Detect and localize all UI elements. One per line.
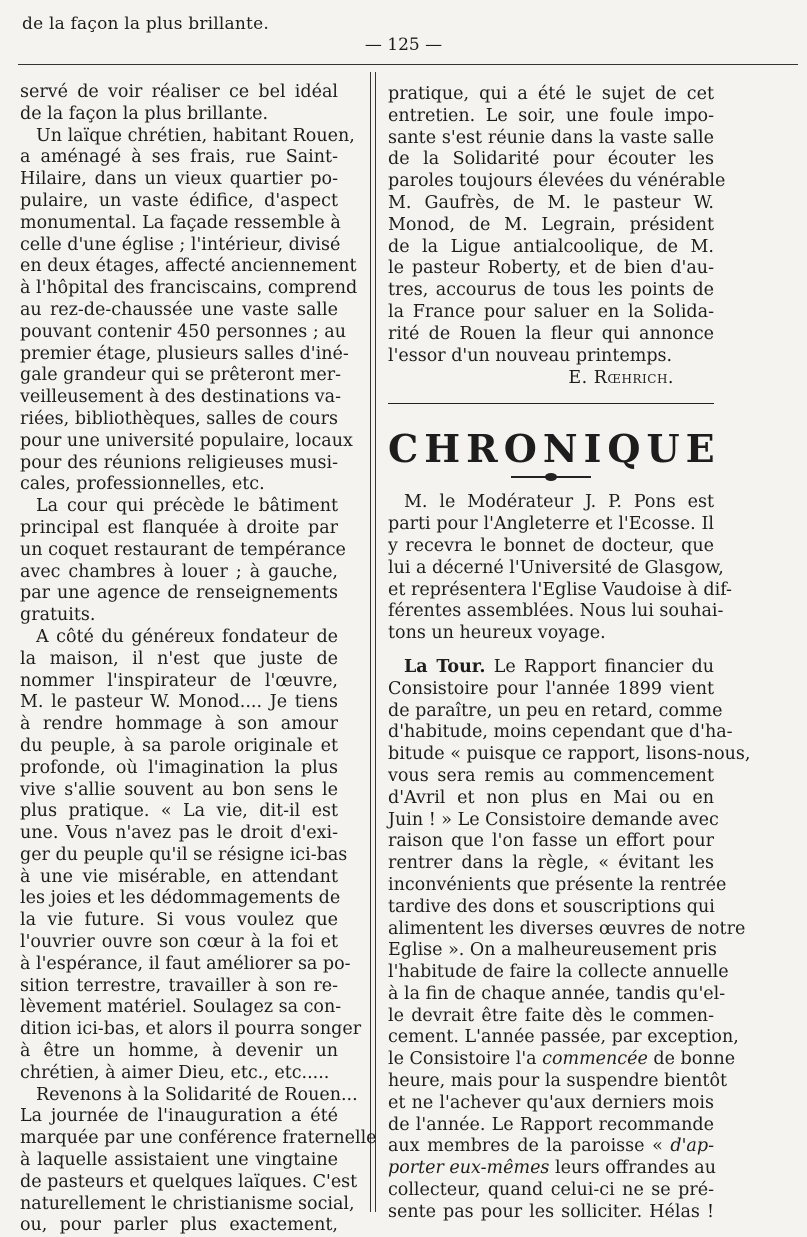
text-line: Hilaire, dans un vieux quartier po- [20, 169, 338, 190]
text-line: premier étage, plusieurs salles d'iné- [20, 343, 349, 364]
right-column [388, 84, 751, 1224]
text-line: Un laïque chrétien, habitant Rouen, [36, 125, 355, 146]
text-line: la France pour saluer en la Solida- [388, 301, 714, 322]
text-line: lèvement matériel. Soulagez sa con- [20, 997, 342, 1018]
text-line: et ne l'achever qu'aux derniers mois [388, 1092, 714, 1113]
text-line: le devrait être faite dès le commen- [388, 1005, 714, 1026]
text-line: cement. L'année passée, par exception, [388, 1027, 739, 1048]
text-line: pouvant contenir 450 personnes ; au [20, 321, 346, 342]
text-line: Consistoire pour l'année 1899 vient [388, 678, 714, 699]
text-line: la vie future. Si vous voulez que [20, 910, 338, 931]
text-line: marquée par une conférence fraternelle [20, 1128, 377, 1149]
text-line: pratique, qui a été le sujet de cet [388, 84, 714, 104]
text-line: parti pour l'Angleterre et l'Ecosse. Il [388, 514, 714, 535]
text-line: a aménagé à ses frais, rue Saint- [20, 147, 338, 168]
text-line: à une vie misérable, en attendant [20, 866, 338, 887]
section-rule [388, 403, 714, 404]
text-line: de la Solidarité pour écouter les [388, 149, 714, 170]
text-line: d'habitude, moins cependant que d'ha- [388, 722, 733, 743]
text-line: l'habitude de faire la collecte annuelle [388, 962, 729, 983]
top-fragment-line: de la façon la plus brillante. [22, 14, 269, 34]
text-fragment: le Consistoire l'a [388, 1049, 537, 1070]
ornament-divider [511, 476, 591, 478]
text-line: celle d'une église ; l'intérieur, divisé [20, 234, 341, 255]
text-line: cales, professionnelles, etc. [20, 474, 265, 495]
text-line: servé de voir réaliser ce bel idéal [20, 82, 338, 102]
text-line: de paraître, un peu en retard, comme [388, 700, 723, 721]
text-line: Eglise ». On a malheureusement pris [388, 940, 717, 961]
text-line: M. le pasteur W. Monod.... Je tiens [20, 692, 338, 713]
text-line: du peuple, à sa parole originale et [20, 735, 338, 756]
text-line: sente pas pour les solliciter. Hélas ! [388, 1201, 714, 1222]
text-line: La cour qui précède le bâtiment [36, 496, 338, 517]
italic-word: d'ap- [670, 1136, 714, 1157]
author-signature [388, 367, 714, 389]
paragraph-gap [388, 645, 714, 657]
text-line: tardive des dons et souscriptions qui [388, 896, 715, 917]
text-line: à rendre hommage à son amour [20, 714, 338, 735]
text-line: au rez-de-chaussée une vaste salle [20, 299, 338, 320]
text-line: A côté du généreux fondateur de [36, 626, 338, 647]
text-line: bitude « puisque ce rapport, lisons-nous, [388, 744, 751, 765]
text-line: un coquet restaurant de tempérance [20, 539, 346, 560]
text-line: vous sera remis au commencement [388, 765, 714, 786]
text-line: le pasteur Roberty, et de bien d'au- [388, 258, 714, 279]
text-line [388, 657, 714, 679]
text-line: tons un heureux voyage. [388, 623, 606, 644]
text-line: et représentera l'Eglise Vaudoise à dif- [388, 579, 732, 600]
text-line: principal est flanquée à droite par [20, 517, 338, 538]
text-line: collecteur, quand celui-ci ne se pré- [388, 1180, 714, 1201]
text-line: rentrer dans la règle, « évitant les [388, 853, 714, 874]
text-line: gratuits. [20, 605, 96, 626]
text-line: naturellement le christianisme social, [20, 1193, 355, 1214]
text-fragment: leurs offrandes au [554, 1158, 716, 1179]
text-line: à être un homme, à devenir un [20, 1041, 338, 1062]
text-line: avec chambres à louer ; à gauche, [20, 561, 338, 582]
text-line: ger du peuple qu'il se résigne ici-bas [20, 844, 348, 865]
place-heading: La Tour. [404, 656, 486, 677]
text-line: par une agence de renseignements [20, 583, 338, 604]
text-line: rité de Rouen la fleur qui annonce [388, 323, 714, 344]
text-line: à l'espérance, il faut améliorer sa po- [20, 953, 351, 974]
text-line: inconvénients que présente la rentrée [388, 874, 727, 895]
text-line: veilleusement à des destinations va- [20, 387, 341, 408]
text-line: l'ouvrier ouvre son cœur à la foi et [20, 932, 338, 953]
text-line: paroles toujours élevées du vénérable [388, 171, 726, 192]
text-line: vive s'allie souvent au bon sens le [20, 779, 338, 800]
text-line: Juin ! » Le Consistoire demande avec [388, 809, 719, 830]
text-line: sante s'est réunie dans la vaste salle [388, 127, 714, 148]
text-line: en deux étages, affecté anciennement [20, 256, 357, 277]
text-line: M. le Modérateur J. P. Pons est [404, 492, 714, 513]
text-line: de pasteurs et quelques laïques. C'est [20, 1171, 358, 1192]
text-line: riées, bibliothèques, salles de cours [20, 408, 338, 429]
text-line: à l'hôpital des franciscains, comprend [20, 278, 358, 299]
text-line: de la façon la plus brillante. [20, 103, 269, 124]
text-fragment: aux membres de la paroisse « [388, 1136, 663, 1157]
text-line: d'Avril et non plus en Mai ou en [388, 787, 714, 808]
text-line: les joies et les dédommagements de [20, 888, 341, 909]
header-rule [18, 64, 798, 65]
column-divider [370, 72, 376, 1212]
text-line [388, 1136, 714, 1158]
text-line: entretien. Le soir, une foule impo- [388, 105, 714, 126]
text-line: une. Vous n'avez pas le droit d'exi- [20, 823, 338, 844]
text-line: alimentent les diverses œuvres de notre [388, 918, 746, 939]
text-line: lui a décerné l'Université de Glasgow, [388, 557, 724, 578]
text-line: ou, pour parler plus exactement, [20, 1215, 338, 1236]
text-line: heure, mais pour la suspendre bientôt [388, 1071, 728, 1092]
text-line: monumental. La façade ressemble à [20, 212, 341, 233]
text-line: chrétien, à aimer Dieu, etc., etc..... [20, 1062, 330, 1083]
text-line: M. Gaufrès, de M. le pasteur W. [388, 192, 714, 213]
text-line: pour une université populaire, locaux [20, 430, 353, 451]
text-line: sition terrestre, travailler à son re- [20, 975, 338, 996]
text-line: y recevra le bonnet de docteur, que [388, 535, 714, 556]
text-line: de la Ligue antialcoolique, de M. [388, 236, 714, 257]
text-line: gale grandeur qui se prêteront mer- [20, 365, 342, 386]
text-line: nommer l'inspirateur de l'œuvre, [20, 670, 338, 691]
text-line: l'essor d'un nouveau printemps. [388, 345, 673, 366]
text-line: Revenons à la Solidarité de Rouen... [36, 1084, 358, 1105]
text-line: pulaire, un vaste édifice, d'aspect [20, 190, 338, 211]
text-line [388, 1158, 714, 1180]
text-fragment: Le Rapport financier du [493, 656, 714, 677]
text-line: de l'année. Le Rapport recommande [388, 1114, 714, 1135]
text-line: la maison, il n'est que juste de [20, 648, 338, 669]
left-column [20, 82, 377, 1237]
text-line: pour des réunions religieuses musi- [20, 452, 338, 473]
signature-text: E. Rœhrich. [568, 368, 674, 389]
text-line: plus pratique. « La vie, dit-il est [20, 801, 338, 822]
italic-word: porter eux-mêmes [388, 1158, 550, 1179]
text-line: à laquelle assistaient une vingtaine [20, 1150, 338, 1171]
page-number: — 125 — [364, 35, 443, 55]
chronique-heading: CHRONIQUE [388, 426, 721, 472]
text-fragment: de bonne [653, 1049, 736, 1070]
text-line: tres, accourus de tous les points de [388, 280, 714, 301]
text-line: La journée de l'inauguration a été [20, 1106, 338, 1127]
text-line: raison que l'on fasse un effort pour [388, 831, 714, 852]
italic-word: commencée [542, 1049, 648, 1070]
text-line: férentes assemblées. Nous lui souhai- [388, 601, 724, 622]
text-line [388, 1049, 736, 1071]
text-line: Monod, de M. Legrain, président [388, 214, 714, 235]
text-line: à la fin de chaque année, tandis qu'el- [388, 983, 726, 1004]
text-line: profonde, où l'imagination la plus [20, 757, 338, 778]
text-line: dition ici-bas, et alors il pourra songer [20, 1019, 362, 1040]
